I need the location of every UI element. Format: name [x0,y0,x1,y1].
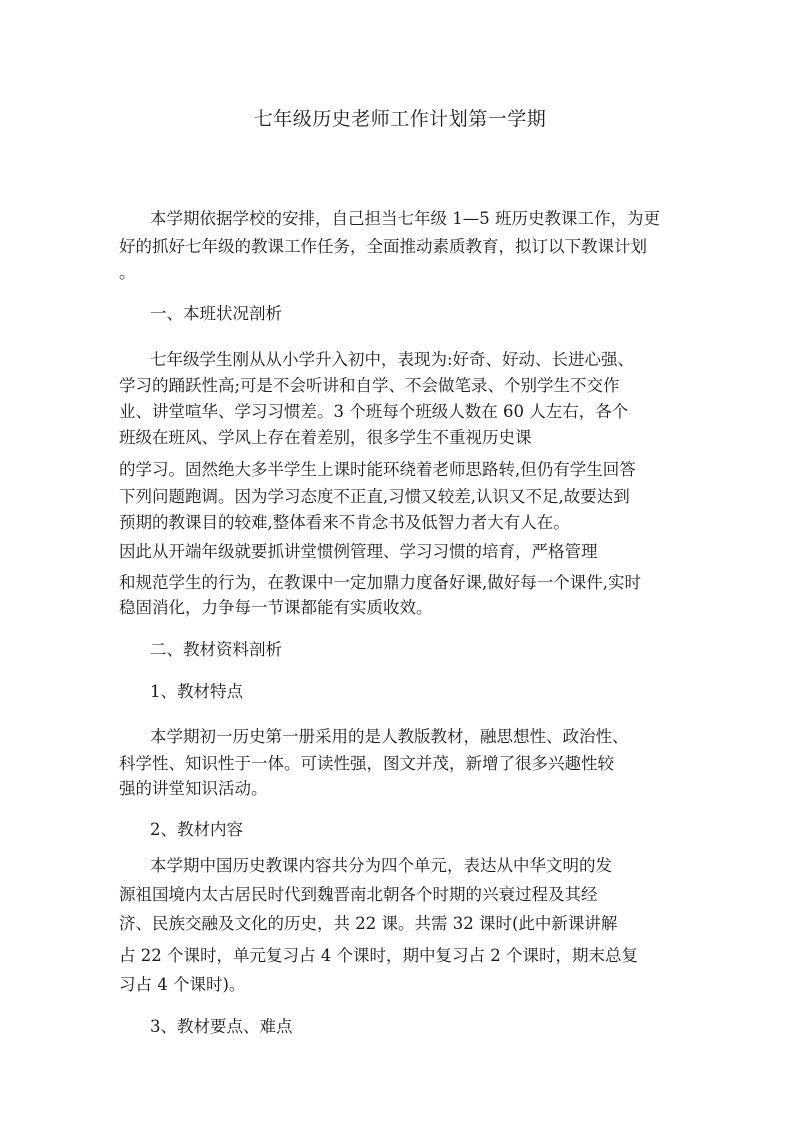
text-line: 的学习。固然绝大多半学生上课时能环绕着老师思路转,但仍有学生回答 [119,460,636,479]
page-title: 七年级历史老师工作计划第一学期 [253,108,547,130]
text-line: 班级在班风、学风上存在着差别，很多学生不重视历史课 [119,428,532,447]
text-line: 业、讲堂喧华、学习习惯差。3 个班每个班级人数在 60 人左右，各个 [119,402,629,421]
subsection-heading: 2、教材内容 [150,820,243,839]
text-line: 本学期依据学校的安排，自己担当七年级 1—5 班历史教课工作，为更 [150,209,660,228]
section-heading: 二、教材资料剖析 [150,640,282,659]
text-line: 预期的教课目的较难,整体看来不肯念书及低智力者大有人在。 [119,513,570,532]
text-line: 和规范学生的行为，在教课中一定加鼎力度备好课,做好每一个课件,实时 [119,573,641,592]
text-line: 强的讲堂知识活动。 [119,779,268,798]
text-line: 源祖国境内太古居民时代到魏晋南北朝各个时期的兴衰过程及其经 [119,885,598,904]
text-line: 济、民族交融及文化的历史，共 22 课。共需 32 课时(此中新课讲解 [119,914,618,933]
text-line: 科学性、知识性于一体。可读性强，图文并茂，新增了很多兴趣性较 [119,754,614,773]
text-line: 好的抓好七年级的教课工作任务，全面推动素质教育，拟订以下教课计划 [119,237,647,256]
text-line: 因此从开端年级就要抓讲堂惯例管理、学习习惯的培育，严格管理 [119,542,598,561]
text-line: 学习的踊跃性高;可是不会听讲和自学、不会做笔录、个别学生不交作 [119,376,620,395]
text-line: 习占 4 个课时)。 [119,975,246,994]
subsection-heading: 3、教材要点、难点 [150,1017,293,1036]
text-line: 。 [119,263,136,282]
text-line: 下列问题跑调。因为学习态度不正直,习惯又较差,认识又不足,故要达到 [119,487,630,506]
text-line: 本学期中国历史教课内容共分为四个单元，表达从中华文明的发 [150,856,612,875]
subsection-heading: 1、教材特点 [150,682,243,701]
section-heading: 一、本班状况剖析 [150,304,282,323]
text-line: 稳固消化，力争每一节课都能有实质收效。 [119,598,433,617]
text-line: 本学期初一历史第一册采用的是人教版教材，融思想性、政治性、 [150,727,629,746]
text-line: 占 22 个课时，单元复习占 4 个课时，期中复习占 2 个课时，期末总复 [119,946,638,965]
text-line: 七年级学生刚从从小学升入初中，表现为:好奇、好动、长进心强、 [150,350,635,369]
